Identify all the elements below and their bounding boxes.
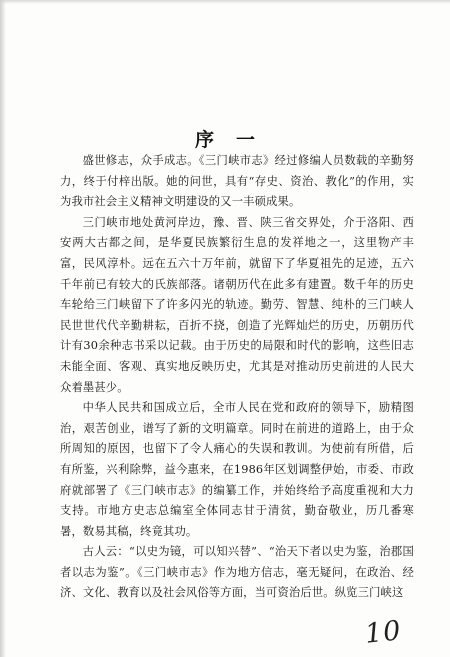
handwritten-page-number: 10	[363, 615, 403, 650]
paragraph-3: 中华人民共和国成立后，全市人民在党和政府的领导下，励精图治，艰苦创业，谱写了新的文明篇章。同时在前进的道路上，由于众所周知的原因，也留下了令人痛心的失误和教训。为使前有所借，后有所鉴，兴利除弊，益今惠来，在1986年区划调整伊始，市委、市政府就部署了《三门峡市志》的编纂工作，并始终给予高度重视和大力支持。市地方史志总编室全体同志甘于清贫，勤奋敬业，历几番寒暑，数易其稿，终竟其功。	[60, 401, 414, 538]
paragraph-4: 古人云：“以史为镜，可以知兴替”、“治天下者以史为鉴，治郡国者以志为鉴”。《三门峡市志》作为地方信志，毫无疑问，在政治、经济、文化、教育以及社会风俗等方面，当可资治后世。纵览三门峡这	[60, 545, 414, 600]
scan-edge-left	[0, 0, 6, 657]
preface-title: 序一	[194, 129, 277, 151]
body-text	[60, 151, 414, 604]
scan-edge-top	[0, 0, 450, 4]
paragraph-2: 三门峡市地处黄河岸边，豫、晋、陕三省交界处，介于洛阳、西安两大古都之间，是华夏民族繁衍生息的发祥地之一，这里物产丰富，民风淳朴。远在五六十万年前，就留下了华夏祖先的足迹，五六千年前已有较大的氏族部落。诸朝历代在此多有建置。数千年的历史车轮给三门峡留下了许多闪光的轨迹。勤劳、智慧、纯朴的三门峡人民世世代代辛勤耕耘，百折不挠，创造了光辉灿烂的历史，历朝历代计有30余种志书采以记载。由于历史的局限和时代的影响，这些旧志未能全面、客观、真实地反映历史，尤其是对推动历史前进的人民大众着墨甚少。	[60, 215, 414, 394]
paragraph-1: 盛世修志，众手成志。《三门峡市志》经过修编人员数载的辛勤努力，终于付梓出版。她的问世，具有“存史、资治、教化”的作用，实为我市社会主义精神文明建设的又一丰硕成果。	[60, 154, 414, 209]
